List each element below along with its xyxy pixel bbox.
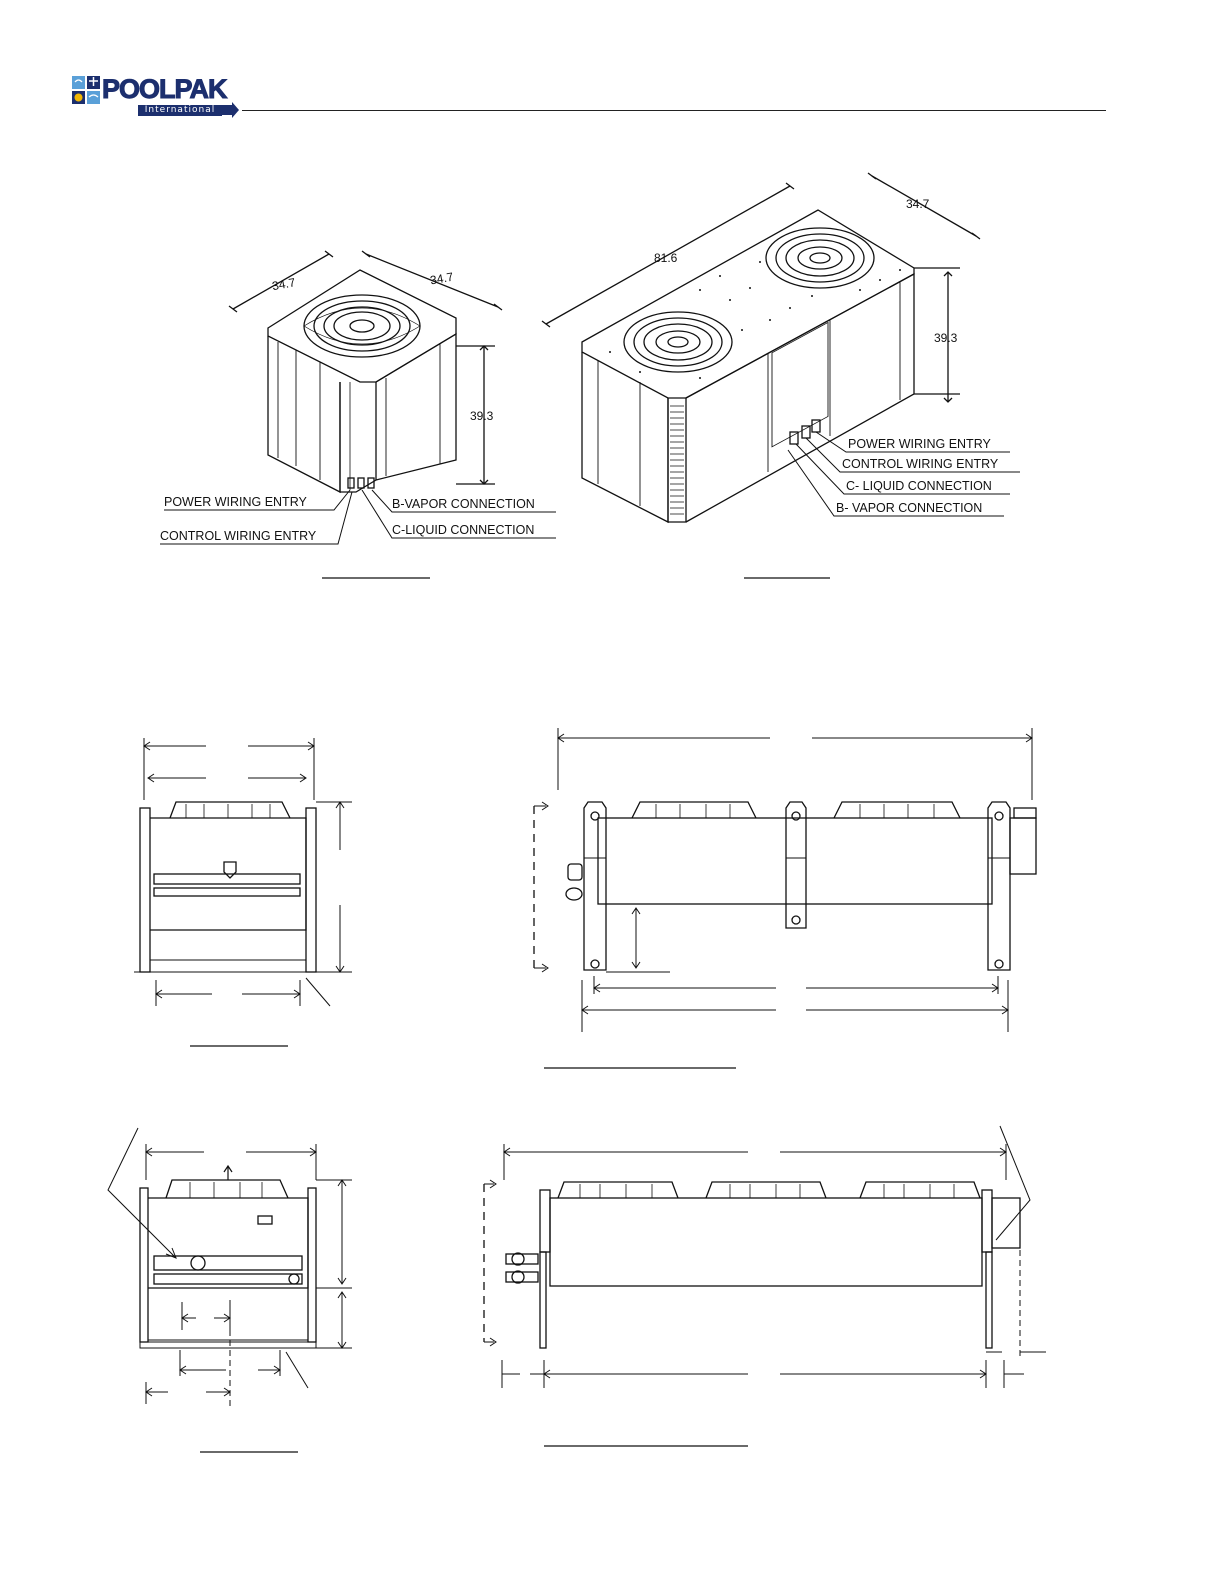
double-unit-height-label: 39.3 <box>934 331 958 345</box>
double-vapor-callout: B- VAPOR CONNECTION <box>836 501 983 515</box>
single-fan-unit-view <box>160 251 556 578</box>
single-unit-height-label: 39.3 <box>470 409 494 423</box>
single-control-wiring-callout: CONTROL WIRING ENTRY <box>160 529 317 543</box>
logo-tagline: International <box>138 105 222 116</box>
two-fan-side-view <box>534 728 1036 1068</box>
three-fan-side-view <box>484 1126 1046 1446</box>
double-control-wiring-callout: CONTROL WIRING ENTRY <box>842 457 999 471</box>
single-liquid-callout: C-LIQUID CONNECTION <box>392 523 535 537</box>
single-unit-width-label: 34.7 <box>429 269 455 288</box>
single-unit-depth-label: 34.7 <box>270 275 297 294</box>
double-unit-depth-label: 34.7 <box>906 197 930 211</box>
double-power-wiring-callout: POWER WIRING ENTRY <box>848 437 991 451</box>
single-power-wiring-callout: POWER WIRING ENTRY <box>164 495 307 509</box>
double-liquid-callout: C- LIQUID CONNECTION <box>846 479 992 493</box>
double-unit-length-label: 81.6 <box>654 251 678 265</box>
two-fan-end-view <box>134 738 352 1046</box>
double-fan-unit-view <box>542 173 1020 578</box>
three-fan-end-view <box>108 1128 352 1452</box>
logo-wordmark: POOLPAK <box>102 74 227 104</box>
single-vapor-callout: B-VAPOR CONNECTION <box>392 497 535 511</box>
